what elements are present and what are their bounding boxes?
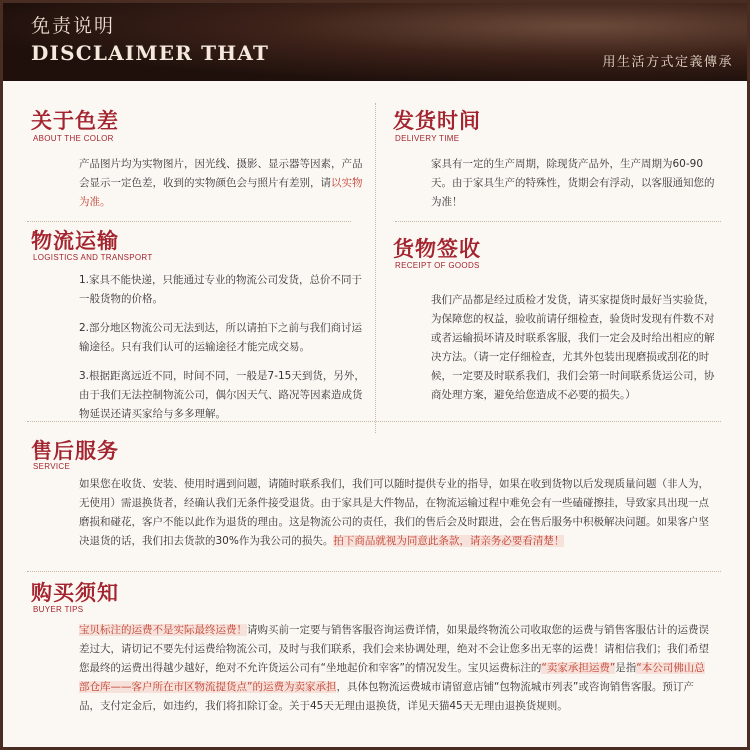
about-color-text	[79, 155, 363, 212]
receipt-subtitle: RECEIPT OF GOODS	[395, 261, 480, 270]
logistics-subtitle: LOGISTICS AND TRANSPORT	[33, 253, 153, 262]
divider-full-2	[27, 571, 721, 572]
buyer-tips-body-3: ，具体包物流运费城市请留意店铺“包物流城市列表”或咨询销售客服。预订产品，支付定金后，如违约，我们将扣除订金。关于45天无理由退换货，详见天猫45天无理由退换货规则。	[79, 681, 694, 712]
delivery-title: 发货时间	[393, 109, 481, 133]
buyer-tips-highlight-3: “本公司佛山总部仓库——客户所在市区物流提货点”的运费为卖家承担	[79, 662, 705, 693]
header-slogan: 用生活方式定義傳承	[602, 55, 733, 70]
buyer-tips-subtitle: BUYER TIPS	[33, 605, 84, 614]
header-title-en: DISCLAIMER THAT	[31, 41, 270, 65]
receipt-title: 货物签收	[393, 237, 481, 261]
buyer-tips-body-2: 是指	[615, 662, 637, 674]
header-title-cn: 免责说明	[31, 15, 116, 37]
after-sales-highlight: 拍下商品就视为同意此条款，请亲务必要看清楚！	[333, 535, 565, 547]
after-sales-body: 如果您在收货、安装、使用时遇到问题，请随时联系我们，我们可以随时提供专业的指导，如果在收到货物以后发现质量问题（非人为，无使用）需退换货者，经确认我们无条件接受退货。由于家具是大件物品，在物流运输过程中难免会有一些磕碰擦挂，导致家具出现一点磨损和碰花，客户不能以此作为退货的理由。这是物流公司的责任，我们的售后会及时跟进，会在售后服务中积极解决问题。如果客户坚决退货的话，我们扣去货款的30%作为我公司的损失。	[79, 478, 709, 547]
logistics-p1: 1.家具不能快递，只能通过专业的物流公司发货，总价不同于一般货物的价格。	[79, 274, 363, 305]
header-banner	[3, 3, 747, 81]
after-sales-subtitle: SERVICE	[33, 462, 71, 471]
after-sales-title: 售后服务	[31, 439, 119, 463]
content-area	[3, 81, 747, 747]
buyer-tips-text	[79, 621, 713, 716]
logistics-p2: 2.部分地区物流公司无法到达，所以请拍下之前与我们商讨运输途径。只有我们认可的运输途径才能完成交易。	[79, 322, 363, 353]
receipt-text: 我们产品都是经过质检才发货，请买家提货时最好当实验货，为保障您的权益，验收前请仔细检查，验货时发现有件数不对或者运输损坏请及时联系客服，我们一定会及时给出相应的解决方法。（请一定仔细检查，尤其外包装出现磨损或刮花的时候，一定要及时联系我们，我们会第一时间联系货运公司，协商处理方案，避免给您造成不必要的损失。）	[431, 294, 715, 401]
about-color-subtitle: ABOUT THE COLOR	[33, 134, 114, 143]
logistics-title: 物流运输	[31, 229, 119, 253]
buyer-tips-body-1: 请购买前一定要与销售客服咨询运费详情，如果最终物流公司收取您的运费与销售客服估计的运费误差过大，请切记不要先付运费给物流公司，及时与我们联系，我们会来协调处理，绝对不会让您多出无辜的运费！请相信我们；我们希望您最终的运费出得越少越好，绝对不允许货运公司有“坐地起价和宰客”的情况发生。宝贝运费标注的	[79, 624, 709, 674]
about-color-highlight: 以实物为准。	[79, 177, 363, 208]
after-sales-text	[79, 475, 713, 551]
column-divider	[375, 103, 376, 433]
about-color-body: 产品图片均为实物图片，因光线、摄影、显示器等因素，产品会显示一定色差，收到的实物颜色会与照片有差别，请	[79, 158, 363, 189]
buyer-tips-title: 购买须知	[31, 581, 119, 605]
delivery-text: 家具有一定的生产周期，除现货产品外，生产周期为60-90天。由于家具生产的特殊性，货期会有浮动，以客服通知您的为准！	[431, 158, 715, 208]
delivery-subtitle: DELIVERY TIME	[395, 134, 460, 143]
logistics-p3: 3.根据距离远近不同，时间不同，一般是7-15天到货，另外，由于我们无法控制物流公司，偶尔因天气、路况等因素造成货物延误还请买家给与多多理解。	[79, 370, 365, 420]
buyer-tips-highlight-1: 宝贝标注的运费不是实际最终运费！	[79, 624, 247, 636]
about-color-title: 关于色差	[31, 109, 119, 133]
buyer-tips-highlight-2: “卖家承担运费”	[541, 662, 616, 674]
divider-right-1	[395, 221, 721, 222]
divider-left-1	[27, 221, 351, 222]
